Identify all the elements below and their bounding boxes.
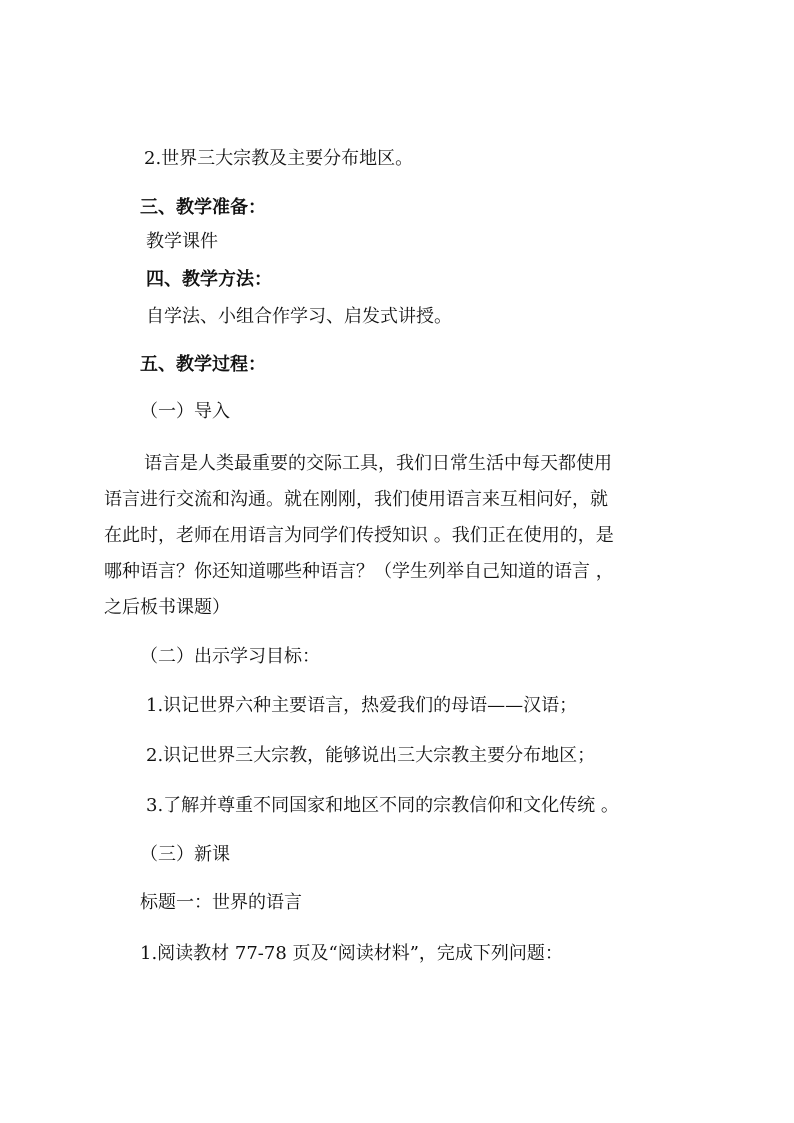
paragraph-line: 之后板书课题） (104, 597, 230, 618)
section-heading-teaching-methods: 四、教学方法： (146, 269, 272, 290)
learning-goal-3: 3.了解并尊重不同国家和地区不同的宗教信仰和文化传统 。 (146, 795, 619, 816)
topic-heading-languages: 标题一：世界的语言 (140, 892, 302, 913)
learning-goal-1: 1.识记世界六种主要语言，热爱我们的母语——汉语； (146, 695, 578, 716)
subsection-learning-goals: （二）出示学习目标： (140, 646, 320, 667)
introduction-paragraph (104, 446, 694, 626)
paragraph-line: 哪种语言？你还知道哪些种语言？（学生列举自己知道的语言 ， (104, 561, 614, 582)
paragraph-line: 语言是人类最重要的交际工具，我们日常生活中每天都使用 (144, 453, 612, 474)
methods-text: 自学法、小组合作学习、启发式讲授。 (146, 306, 452, 327)
section-heading-teaching-process: 五、教学过程： (140, 354, 266, 375)
preparation-text: 教学课件 (146, 231, 218, 252)
paragraph-line: 语言进行交流和沟通。就在刚刚，我们使用语言来互相问好，就 (104, 489, 608, 510)
subsection-new-lesson: （三）新课 (140, 844, 230, 865)
content-item-2: 2.世界三大宗教及主要分布地区。 (144, 148, 414, 169)
paragraph-line: 在此时，老师在用语言为同学们传授知识 。我们正在使用的，是 (104, 525, 614, 546)
section-heading-teaching-preparation: 三、教学准备： (140, 197, 266, 218)
subsection-introduction: （一）导入 (140, 401, 230, 422)
learning-goal-2: 2.识记世界三大宗教，能够说出三大宗教主要分布地区； (146, 745, 596, 766)
task-1: 1.阅读教材 77-78 页及“阅读材料”，完成下列问题： (140, 943, 563, 964)
